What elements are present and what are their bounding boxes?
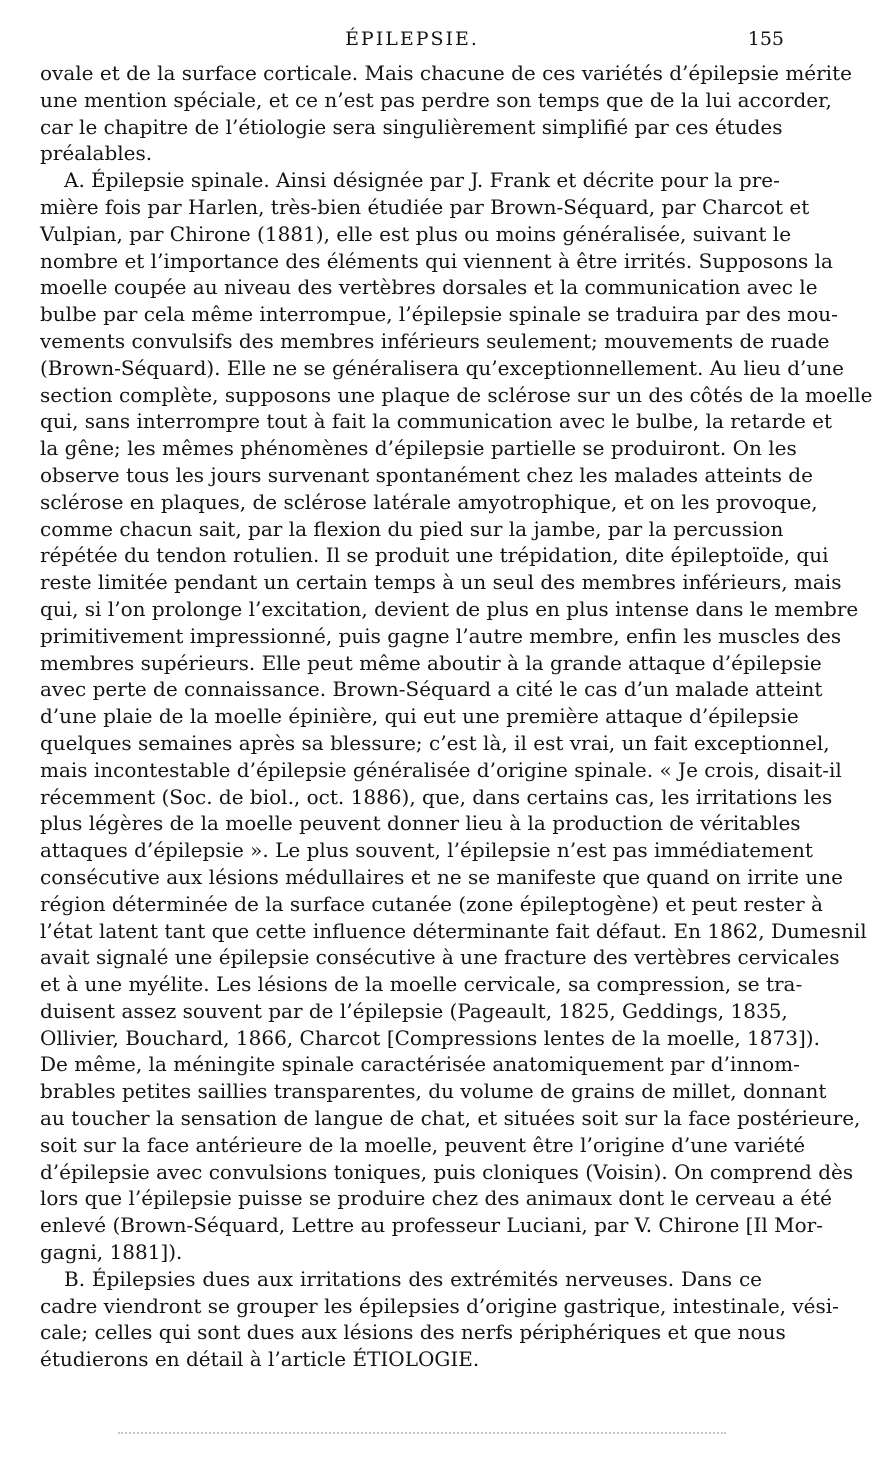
text-line: gagni, 1881]).	[40, 1240, 183, 1265]
section-b-heading-line: B. Épilepsies dues aux irritations des extrémités nerveuses. Dans ce	[64, 1266, 762, 1291]
running-title: ÉPILEPSIE.	[345, 28, 479, 50]
text-line: d’une plaie de la moelle épinière, qui eut une première attaque d’épilepsie	[40, 704, 799, 729]
text-line: l’état latent tant que cette influence déterminante fait défaut. En 1862, Dumesnil	[40, 918, 867, 943]
page-number: 155	[747, 28, 784, 50]
text-line: membres supérieurs. Elle peut même aboutir à la grande attaque d’épilepsie	[40, 650, 822, 675]
text-line: avait signalé une épilepsie consécutive à une fracture des vertèbres cervicales	[40, 945, 840, 970]
text-line: Vulpian, par Chirone (1881), elle est plus ou moins généralisée, suivant le	[40, 221, 792, 246]
text-line: qui, sans interrompre tout à fait la communication avec le bulbe, la retarde et	[40, 409, 833, 434]
text-line: vements convulsifs des membres inférieurs seulement; mouvements de ruade	[40, 328, 830, 353]
text-line: qui, si l’on prolonge l’excitation, devient de plus en plus intense dans le membre	[40, 596, 859, 621]
text-line: étudierons en détail à l’article ÉTIOLOGIE.	[40, 1347, 480, 1372]
text-line: soit sur la face antérieure de la moelle, peuvent être l’origine d’une variété	[40, 1132, 806, 1157]
text-line: cale; celles qui sont dues aux lésions des nerfs périphériques et que nous	[40, 1320, 786, 1345]
text-line: bulbe par cela même interrompue, l’épilepsie spinale se traduira par des mou-	[40, 302, 838, 327]
text-line: (Brown-Séquard). Elle ne se généralisera qu’exceptionnellement. Au lieu d’une	[40, 355, 845, 380]
text-line: récemment (Soc. de biol., oct. 1886), que, dans certains cas, les irritations les	[40, 784, 833, 809]
footer-divider	[118, 1432, 726, 1434]
text-line: cadre viendront se grouper les épilepsies d’origine gastrique, intestinale, vési-	[40, 1293, 839, 1318]
text-line: car le chapitre de l’étiologie sera singulièrement simplifié par ces études	[40, 114, 783, 139]
text-line: préalables.	[40, 141, 153, 166]
text-line: région déterminée de la surface cutanée (zone épileptogène) et peut rester à	[40, 891, 823, 916]
text-line: primitivement impressionné, puis gagne l’autre membre, enfin les muscles des	[40, 623, 842, 648]
text-line: reste limitée pendant un certain temps à un seul des membres inférieurs, mais	[40, 570, 842, 595]
text-line: attaques d’épilepsie ». Le plus souvent, l’épilepsie n’est pas immédiatement	[40, 838, 813, 863]
text-line: consécutive aux lésions médullaires et ne se manifeste que quand on irrite une	[40, 864, 843, 889]
text-line: brables petites saillies transparentes, du volume de grains de millet, donnant	[40, 1079, 827, 1104]
text-line: ovale et de la surface corticale. Mais chacune de ces variétés d’épilepsie mérite	[40, 61, 852, 85]
text-line: lors que l’épilepsie puisse se produire chez des animaux dont le cerveau a été	[40, 1186, 832, 1211]
text-line: enlevé (Brown-Séquard, Lettre au professeur Luciani, par V. Chirone [Il Mor-	[40, 1213, 823, 1238]
body-text	[40, 60, 872, 1373]
text-line: répétée du tendon rotulien. Il se produit une trépidation, dite épileptoïde, qui	[40, 543, 829, 568]
text-line: nombre et l’importance des éléments qui viennent à être irrités. Supposons la	[40, 248, 833, 273]
text-line: moelle coupée au niveau des vertèbres dorsales et la communication avec le	[40, 275, 818, 300]
text-line: mais incontestable d’épilepsie généralisée d’origine spinale. « Je crois, disait-il	[40, 757, 842, 782]
text-line: d’épilepsie avec convulsions toniques, puis cloniques (Voisin). On comprend dès	[40, 1159, 854, 1184]
text-line: comme chacun sait, par la flexion du pied sur la jambe, par la percussion	[40, 516, 784, 541]
text-line: sclérose en plaques, de sclérose latérale amyotrophique, et on les provoque,	[40, 489, 818, 514]
text-line: la gêne; les mêmes phénomènes d’épilepsie partielle se produiront. On les	[40, 436, 797, 461]
text-line: section complète, supposons une plaque de sclérose sur un des côtés de la moelle	[40, 382, 872, 407]
text-line: duisent assez souvent par de l’épilepsie (Pageault, 1825, Geddings, 1835,	[40, 998, 788, 1023]
section-a-heading-line: A. Épilepsie spinale. Ainsi désignée par J. Frank et décrite pour la pre-	[64, 168, 780, 193]
text-line: De même, la méningite spinale caractérisée anatomiquement par d’innom-	[40, 1052, 800, 1077]
running-header	[40, 28, 784, 54]
text-line: quelques semaines après sa blessure; c’est là, il est vrai, un fait exceptionnel,	[40, 730, 830, 755]
text-line: une mention spéciale, et ce n’est pas perdre son temps que de la lui accorder,	[40, 87, 832, 112]
text-line: plus légères de la moelle peuvent donner lieu à la production de véritables	[40, 811, 801, 836]
text-line: et à une myélite. Les lésions de la moelle cervicale, sa compression, se tra-	[40, 972, 803, 997]
text-line: observe tous les jours survenant spontanément chez les malades atteints de	[40, 462, 813, 487]
text-line: au toucher la sensation de langue de chat, et situées soit sur la face postérieure,	[40, 1106, 861, 1131]
text-line: Ollivier, Bouchard, 1866, Charcot [Compressions lentes de la moelle, 1873]).	[40, 1025, 820, 1050]
text-line: avec perte de connaissance. Brown-Séquard a cité le cas d’un malade atteint	[40, 677, 823, 702]
text-line: mière fois par Harlen, très-bien étudiée par Brown-Séquard, par Charcot et	[40, 194, 810, 219]
